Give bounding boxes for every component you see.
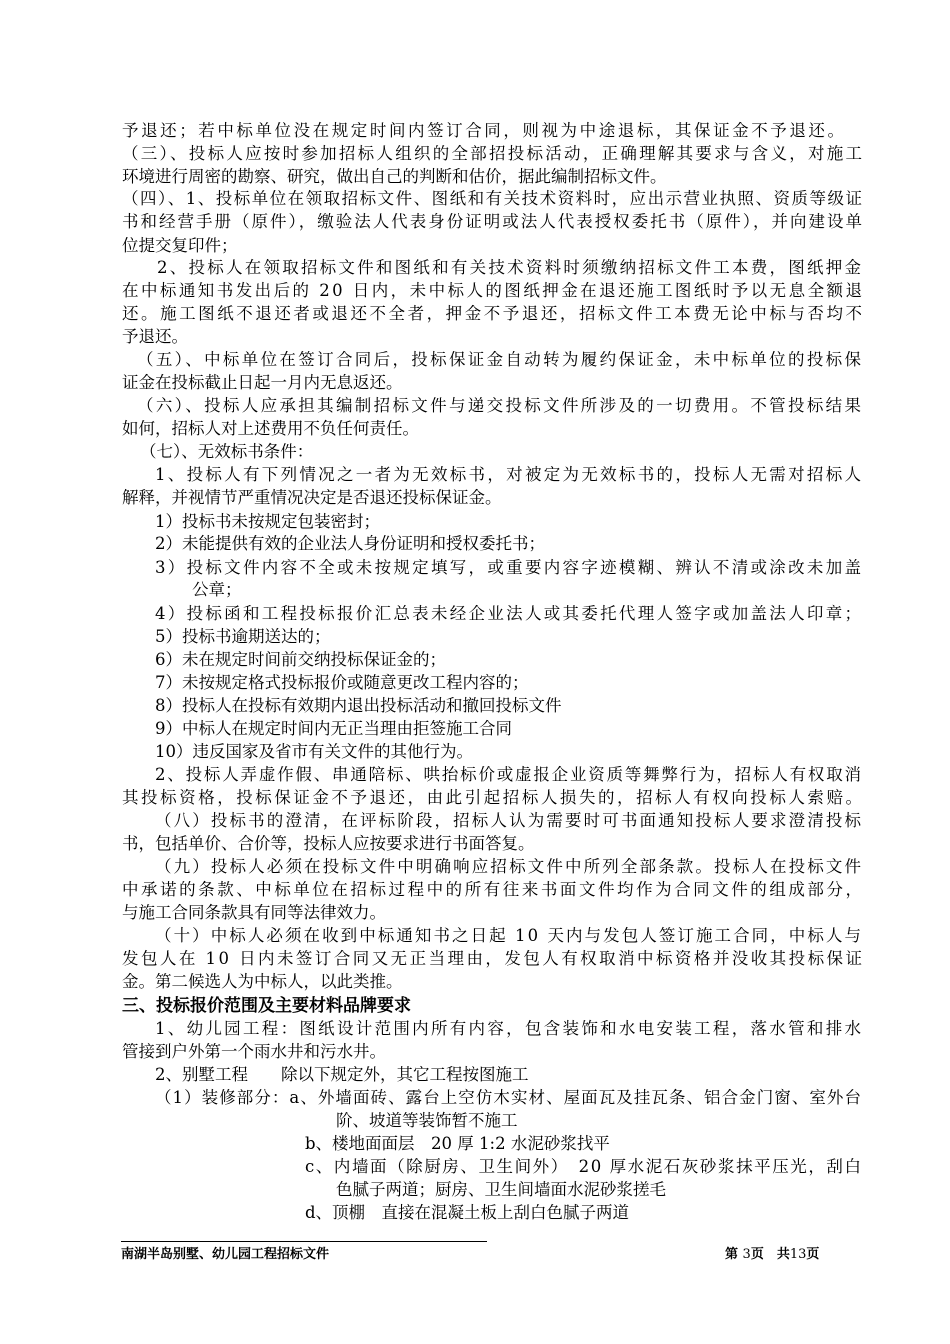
text-line: 在中标通知书发出后的 20 日内，未中标人的图纸押金在退还施工图纸时予以无息全额退 (122, 281, 865, 300)
text-line: 管接到户外第一个雨水井和污水井。 (122, 1042, 386, 1061)
text-line: （1）装修部分：a、外墙面砖、露台上空仿木实材、屋面瓦及挂瓦条、铝合金门窗、室外台 (155, 1088, 863, 1107)
text-line: （六）、投标人应承担其编制招标文件与递交投标文件所涉及的一切费用。不管投标结果 (137, 396, 864, 415)
text-line: 5）投标书逾期送达的； (155, 627, 331, 646)
text-line: 书，包括单价、合价等，投标人应按要求进行书面答复。 (122, 834, 535, 853)
text-line: 6）未在规定时间前交纳投标保证金的； (155, 650, 446, 669)
text-line: 公章； (192, 580, 242, 599)
text-line: 阶、坡道等装饰暂不施工 (336, 1111, 518, 1130)
text-line: 发包人在 10 日内未签订合同又无正当理由，发包人有权取消中标资格并没收其投标保证 (122, 949, 865, 968)
text-line: 1）投标书未按规定包装密封； (155, 512, 380, 531)
footer-page-mid: 页 共 (750, 1247, 790, 1262)
footer-page-prefix: 第 (725, 1247, 739, 1262)
text-line: 2、投标人弄虚作假、串通陪标、哄抬标价或虚报企业资质等舞弊行为，招标人有权取消 (155, 765, 863, 784)
text-line: 环境进行周密的勘察、研究，做出自己的判断和估价，据此编制招标文件。 (122, 167, 667, 186)
text-line: 1、幼儿园工程：图纸设计范围内所有内容，包含装饰和水电安装工程，落水管和排水 (155, 1019, 864, 1038)
text-line: （九）投标人必须在投标文件中明确响应招标文件中所列全部条款。投标人在投标文件 (155, 857, 864, 876)
text-line: （八）投标书的澄清，在评标阶段，招标人认为需要时可书面通知投标人要求澄清投标 (155, 811, 864, 830)
text-line: 证金在投标截止日起一月内无息返还。 (122, 373, 403, 392)
text-line: 书和经营手册（原件），缴验法人代表身份证明或法人代表授权委托书（原件），并向建设单 (122, 212, 864, 231)
footer-current-page: 3 (742, 1247, 751, 1262)
text-line: 2、别墅工程 除以下规定外，其它工程按图施工 (155, 1065, 529, 1084)
text-line: 位提交复印件； (122, 236, 238, 255)
text-line: 10）违反国家及省市有关文件的其他行为。 (155, 742, 473, 761)
text-line: 9）中标人在规定时间内无正当理由拒签施工合同 (155, 719, 512, 738)
text-line: 1、投标人有下列情况之一者为无效标书，对被定为无效标书的，投标人无需对招标人 (155, 465, 864, 484)
text-line: 3）投标文件内容不全或未按规定填写，或重要内容字迹模糊、辨认不清或涂改未加盖 (155, 558, 864, 577)
text-line: （十）中标人必须在收到中标通知书之日起 10 天内与发包人签订施工合同，中标人与 (155, 926, 864, 945)
text-line: 7）未按规定格式投标报价或随意更改工程内容的； (155, 673, 529, 692)
section-heading: 三、投标报价范围及主要材料品牌要求 (122, 996, 411, 1016)
text-line: 2、投标人在领取招标文件和图纸和有关技术资料时须缴纳招标文件工本费，图纸押金 (157, 258, 864, 277)
footer-title: 南湖半岛别墅、幼儿园工程招标文件 (121, 1247, 330, 1262)
footer-divider (121, 1241, 487, 1242)
text-line: 4）投标函和工程投标报价汇总表未经企业法人或其委托代理人签字或加盖法人印章； (155, 604, 864, 623)
text-line: 其投标资格，投标保证金不予退还，由此引起招标人损失的，招标人有权向投标人索赔。 (122, 788, 865, 807)
text-line: 解释，并视情节严重情况决定是否退还投标保证金。 (122, 488, 502, 507)
text-line: 8）投标人在投标有效期内退出投标活动和撤回投标文件 (155, 696, 562, 715)
text-line: 予退还；若中标单位没在规定时间内签订合同，则视为中途退标，其保证金不予退还。 (122, 121, 847, 140)
text-line: b、楼地面面层 20 厚 1:2 水泥砂浆找平 (305, 1134, 610, 1153)
text-line: d、顶棚 直接在混凝土板上刮白色腻子两道 (305, 1203, 630, 1222)
text-line: 予退还。 (122, 327, 188, 346)
text-line: 色腻子两道；厨房、卫生间墙面水泥砂浆搓毛 (336, 1180, 666, 1199)
text-line: 2）未能提供有效的企业法人身份证明和授权委托书； (155, 534, 545, 553)
footer-page-suffix: 页 (806, 1247, 820, 1262)
text-line: 金。第二候选人为中标人，以此类推。 (122, 972, 403, 991)
footer-page-number (725, 1246, 819, 1264)
text-line: 中承诺的条款、中标单位在招标过程中的所有往来书面文件均作为合同文件的组成部分， (122, 880, 865, 899)
text-line: 还。施工图纸不退还者或退还不全者，押金不予退还，招标文件工本费无论中标与否均不 (122, 304, 865, 323)
text-line: 如何，招标人对上述费用不负任何责任。 (122, 419, 419, 438)
text-line: （五）、中标单位在签订合同后，投标保证金自动转为履约保证金，未中标单位的投标保 (137, 350, 864, 369)
footer-total-pages: 13 (789, 1247, 807, 1262)
text-line: c、内墙面（除厨房、卫生间外） 20 厚水泥石灰砂浆抹平压光，刮白 (305, 1157, 863, 1176)
text-line: 与施工合同条款具有同等法律效力。 (122, 903, 386, 922)
text-line: （七）、无效标书条件： (140, 442, 314, 461)
text-line: （四）、1、投标单位在领取招标文件、图纸和有关技术资料时，应出示营业执照、资质等级证 (122, 189, 864, 208)
text-line: （三）、投标人应按时参加招标人组织的全部招投标活动，正确理解其要求与含义，对施工 (122, 144, 865, 163)
